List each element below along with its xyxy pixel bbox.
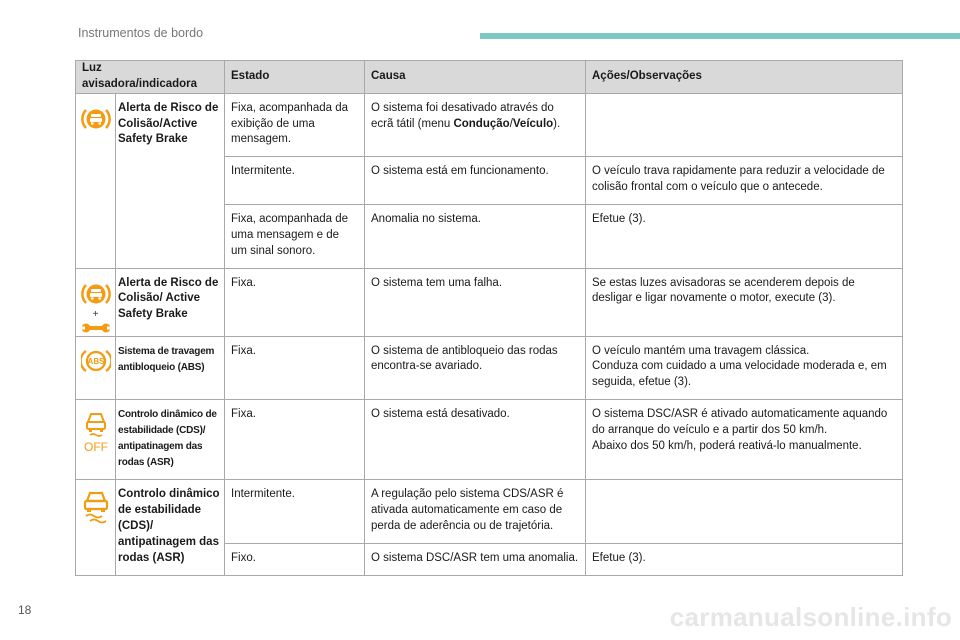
abs-icon-cell	[76, 336, 116, 400]
action-cell: O veículo trava rapidamente para reduzir a velocidade de colisão frontal com o veículo que o antecede.	[586, 157, 903, 205]
cause-cell: A regulação pelo sistema CDS/ASR é ativada automaticamente em caso de perda de aderência ou de trajetória.	[365, 480, 586, 544]
table-row	[76, 93, 903, 157]
plus-sign: +	[92, 308, 99, 320]
watermark: carmanualsonline.info	[669, 602, 952, 632]
collision-alert-plus-wrench-icon-cell	[76, 268, 116, 336]
light-name: Alerta de Risco de Colisão/ Active Safety Brake	[116, 268, 225, 336]
action-cell	[586, 480, 903, 544]
stability-control-off-icon-cell	[76, 400, 116, 480]
cause-cell: O sistema está em funcionamento.	[365, 157, 586, 205]
col-header-state: Estado	[225, 61, 365, 94]
table-row	[76, 336, 903, 400]
col-header-actions: Ações/Observações	[586, 61, 903, 94]
svg-text:ABS: ABS	[87, 356, 104, 366]
cause-cell: O sistema tem uma falha.	[365, 268, 586, 336]
table-header-row	[76, 61, 903, 94]
table-row	[76, 480, 903, 544]
state-cell: Intermitente.	[225, 157, 365, 205]
stability-control-icon-cell	[76, 480, 116, 575]
light-name: Controlo dinâmico de estabilidade (CDS)/ antipatinagem das rodas (ASR)	[116, 480, 225, 575]
collision-alert-icon	[81, 279, 111, 309]
action-cell: O sistema DSC/ASR é ativado automaticamente aquando do arranque do veículo e a partir dos 50 km/h. Abaixo dos 50 km/h, poderá reativá-lo manualmente.	[586, 400, 903, 480]
cause-cell: O sistema de antibloqueio das rodas encontra-se avariado.	[365, 336, 586, 400]
action-cell	[586, 93, 903, 157]
state-cell: Fixa.	[225, 268, 365, 336]
section-title: Instrumentos de bordo	[78, 26, 204, 40]
wrench-icon	[81, 320, 111, 336]
warning-lights-table	[75, 60, 903, 576]
action-cell: Se estas luzes avisadoras se acenderem depois de desligar e ligar novamente o motor, execute (3).	[586, 268, 903, 336]
action-cell: Efetue (3).	[586, 543, 903, 575]
collision-alert-icon-cell	[76, 93, 116, 268]
state-cell: Intermitente.	[225, 480, 365, 544]
abs-icon	[81, 347, 111, 375]
cause-cell: O sistema está desativado.	[365, 400, 586, 480]
state-cell: Fixa, acompanhada da exibição de uma mensagem.	[225, 93, 365, 157]
state-cell: Fixa, acompanhada de uma mensagem e de um sinal sonoro.	[225, 205, 365, 269]
cause-cell: O sistema DSC/ASR tem uma anomalia.	[365, 543, 586, 575]
cause-cell: O sistema foi desativado através do ecrã tátil (menu Condução/Veículo).	[365, 93, 586, 157]
col-header-light: Luz avisadora/indicadora	[76, 61, 225, 94]
state-cell: Fixa.	[225, 400, 365, 480]
svg-text:OFF: OFF	[83, 440, 108, 455]
table-row	[76, 400, 903, 480]
page-number: 18	[18, 603, 32, 617]
collision-alert-icon	[81, 104, 111, 134]
action-cell: Efetue (3).	[586, 205, 903, 269]
table-row	[76, 268, 903, 336]
light-name: Controlo dinâmico de estabilidade (CDS)/ antipatinagem das rodas (ASR)	[116, 400, 225, 480]
stability-control-icon	[80, 490, 112, 524]
state-cell: Fixa.	[225, 336, 365, 400]
header-accent-bar	[480, 33, 960, 39]
light-name: Alerta de Risco de Colisão/Active Safety Brake	[116, 93, 225, 268]
col-header-cause: Causa	[365, 61, 586, 94]
action-cell: O veículo mantém uma travagem clássica. Conduza com cuidado a uma velocidade moderada e, em seguida, efetue (3).	[586, 336, 903, 400]
state-cell: Fixo.	[225, 543, 365, 575]
light-name: Sistema de travagem antibloqueio (ABS)	[116, 336, 225, 400]
cause-cell: Anomalia no sistema.	[365, 205, 586, 269]
stability-control-off-icon	[81, 410, 111, 454]
